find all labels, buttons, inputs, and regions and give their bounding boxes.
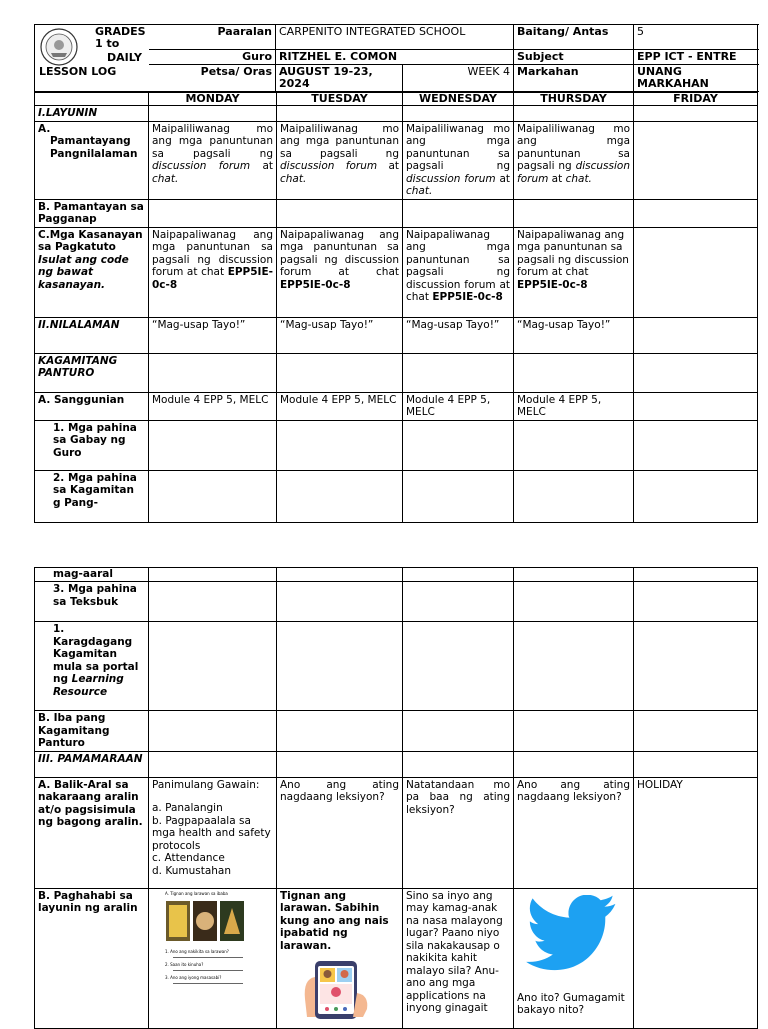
balik-monday-item: c. Attendance xyxy=(152,852,225,864)
balik-monday-title: Panimulang Gawain: xyxy=(152,778,260,791)
balik-monday-item: d. Kumustahan xyxy=(152,864,232,877)
day-header-thursday: THURSDAY xyxy=(514,93,634,106)
food-photos-icon xyxy=(165,900,245,942)
lesson-log-table-page1 xyxy=(34,24,758,92)
pamantayang-friday xyxy=(634,121,758,199)
pagganap-label: B. Pamantayan sa Pagganap xyxy=(35,199,149,227)
nilalaman-tuesday: “Mag-usap Tayo!” xyxy=(277,317,403,353)
title-cell xyxy=(35,25,149,92)
deped-seal-icon xyxy=(39,27,79,67)
pamantayang-tuesday: Maipaliliwanag mo ang mga panuntunan sa pagsali ng discussion forum at chat. xyxy=(277,121,403,199)
corner-cell xyxy=(35,93,149,106)
markahan-label: Markahan xyxy=(514,65,634,92)
pamantayang-letter: A. xyxy=(38,122,51,135)
karagdagang-label: 1. Karagdagang Kagamitan mula sa portal ng Learning Resource xyxy=(35,622,149,711)
day-header-tuesday: TUESDAY xyxy=(277,93,403,106)
pamantayang-label xyxy=(35,121,149,199)
day-header-monday: MONDAY xyxy=(149,93,277,106)
paghahabi-monday xyxy=(149,888,277,1028)
lesson-log-table-page2 xyxy=(34,567,758,1029)
kasanayan-thursday: Naipapaliwanag ang mga panuntunan sa pagsali ng discussion forum at chat EPP5IE-0c-8 xyxy=(514,227,634,317)
balik-friday: HOLIDAY xyxy=(634,777,758,888)
twitter-bird-icon xyxy=(524,895,624,977)
title-line1: GRADES 1 to xyxy=(95,25,146,50)
balik-thursday: Ano ang ating nagdaang leksiyon? xyxy=(514,777,634,888)
pamamaraan-heading: III. PAMAMARAAN xyxy=(35,751,149,777)
subject-label: Subject xyxy=(514,50,634,65)
baitang-label: Baitang/ Antas xyxy=(514,25,634,50)
paaralan-label: Paaralan xyxy=(149,25,276,50)
petsa-value: AUGUST 19-23, 2024 xyxy=(276,65,403,92)
guro-label: Guro xyxy=(149,50,276,65)
kagamitang-heading: KAGAMITANG PANTURO xyxy=(35,353,149,392)
kagamitan-label-part1: 2. Mga pahina sa Kagamitan g Pang- xyxy=(35,470,149,522)
pamantayang-text: Pamantayang Pangnilalaman xyxy=(50,135,138,160)
lesson-log-body-page1 xyxy=(34,92,758,523)
kasanayan-wednesday: Naipapaliwanag ang mga panuntunan sa pagsali ng discussion forum at chat EPP5IE-0c-8 xyxy=(403,227,514,317)
nilalaman-wednesday: “Mag-usap Tayo!” xyxy=(403,317,514,353)
balik-monday-item: a. Panalangin xyxy=(152,802,223,814)
markahan-value: UNANG MARKAHAN xyxy=(634,65,758,92)
kasanayan-label xyxy=(35,227,149,317)
balik-monday xyxy=(149,777,277,888)
title-line2: DAILY xyxy=(107,51,142,64)
paghahabi-wednesday: Sino sa inyo ang may kamag-anak na nasa malayong lugar? Paano niyo sila nakakausap o nakikita kahit malayo sila? Anu-ano ang mga applications na inyong ginagait xyxy=(403,888,514,1028)
nilalaman-friday xyxy=(634,317,758,353)
subject-value: EPP ICT - ENTRE xyxy=(634,50,758,65)
kasanayan-instruction: Isulat ang code ng bawat kasanayan. xyxy=(38,253,129,291)
sanggunian-tuesday: Module 4 EPP 5, MELC xyxy=(277,392,403,420)
gabay-label: 1. Mga pahina sa Gabay ng Guro xyxy=(35,420,149,470)
worksheet-q2: 2. Saan ito kinuha? xyxy=(165,962,204,967)
balik-wednesday: Natatandaan mo pa baa ng ating leksiyon? xyxy=(403,777,514,888)
sanggunian-wednesday: Module 4 EPP 5, MELC xyxy=(403,392,514,420)
nilalaman-monday: “Mag-usap Tayo!” xyxy=(149,317,277,353)
paghahabi-thursday-text: Ano ito? Gumagamit bakayo nito? xyxy=(517,991,625,1016)
balik-label: A. Balik-Aral sa nakaraang aralin at/o pagsisimula ng bagong aralin. xyxy=(35,777,149,888)
kagamitan-label-part2: mag-aaral xyxy=(35,568,149,582)
paghahabi-friday xyxy=(634,888,758,1028)
kasanayan-monday: Naipapaliwanag ang mga panuntunan sa pagsali ng discussion forum at chat EPP5IE-0c-8 xyxy=(149,227,277,317)
baitang-value: 5 xyxy=(634,25,758,50)
paghahabi-thursday xyxy=(514,888,634,1028)
sanggunian-label: A. Sanggunian xyxy=(35,392,149,420)
sanggunian-thursday: Module 4 EPP 5, MELC xyxy=(514,392,634,420)
petsa-label: Petsa/ Oras xyxy=(149,65,276,92)
teksbuk-label: 3. Mga pahina sa Teksbuk xyxy=(35,582,149,622)
iba-label: B. Iba pang Kagamitang Panturo xyxy=(35,711,149,752)
worksheet-heading: A. Tignan ang larawan sa ibaba xyxy=(165,890,228,896)
title-line3: LESSON LOG xyxy=(39,65,117,78)
day-header-friday: FRIDAY xyxy=(634,93,758,106)
week-value: WEEK 4 xyxy=(403,65,514,92)
balik-monday-item: b. Pagpapaalala sa mga health and safety protocols xyxy=(152,814,271,852)
day-header-wednesday: WEDNESDAY xyxy=(403,93,514,106)
paghahabi-tuesday xyxy=(277,888,403,1028)
pamantayang-wednesday: Maipaliliwanag mo ang mga panuntunan sa pagsali ng discussion forum at chat. xyxy=(403,121,514,199)
balik-tuesday: Ano ang ating nagdaang leksiyon? xyxy=(277,777,403,888)
worksheet-q3: 3. Ano ang iyong masasabi? xyxy=(165,975,222,980)
nilalaman-heading: II.NILALAMAN xyxy=(35,317,149,353)
guro-value: RITZHEL E. COMON xyxy=(276,50,514,65)
sanggunian-monday: Module 4 EPP 5, MELC xyxy=(149,392,277,420)
sanggunian-friday xyxy=(634,392,758,420)
paghahabi-tuesday-text: Tignan ang larawan. Sabihin kung ano ang nais ipabatid ng larawan. xyxy=(280,889,389,952)
worksheet-image xyxy=(165,891,265,1021)
video-call-phone-icon xyxy=(301,959,371,1019)
worksheet-q1: 1. Ano ang nakikita sa larawan? xyxy=(165,949,229,954)
layunin-heading: I.LAYUNIN xyxy=(35,106,149,122)
nilalaman-thursday: “Mag-usap Tayo!” xyxy=(514,317,634,353)
pamantayang-thursday: Maipaliliwanag mo ang mga panuntunan sa pagsali ng discussion forum at chat. xyxy=(514,121,634,199)
paaralan-value: CARPENITO INTEGRATED SCHOOL xyxy=(276,25,514,50)
paghahabi-label: B. Paghahabi sa layunin ng aralin xyxy=(35,888,149,1028)
kasanayan-friday xyxy=(634,227,758,317)
kasanayan-title: C.Mga Kasanayan sa Pagkatuto xyxy=(38,228,143,253)
kasanayan-tuesday: Naipapaliwanag ang mga panuntunan sa pagsali ng discussion forum at chat EPP5IE-0c-8 xyxy=(277,227,403,317)
pamantayang-monday: Maipaliliwanag mo ang mga panuntunan sa pagsali ng discussion forum at chat. xyxy=(149,121,277,199)
